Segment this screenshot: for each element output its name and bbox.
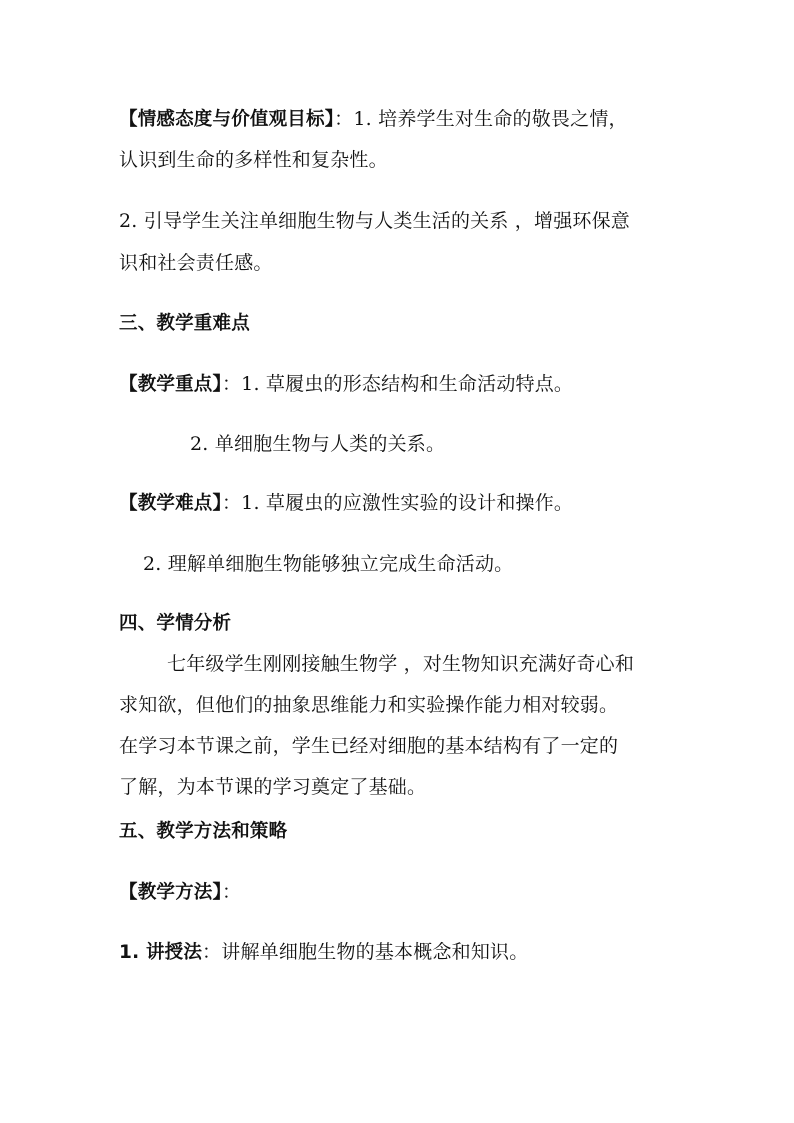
- key-points-item-1: ：1. 草履虫的形态结构和生命活动特点。: [221, 373, 574, 395]
- method-1-label: 1. 讲授法: [119, 942, 203, 963]
- method-1-line: [119, 940, 528, 965]
- emotion-goal-item-1a: 1. 培养学生对生命的敬畏之情，: [353, 108, 628, 130]
- section-5-heading: 五、教学方法和策略: [119, 821, 288, 842]
- difficulty-item-2: 2. 理解单细胞生物能够独立完成生命活动。: [143, 553, 514, 575]
- method-label: 【教学方法】: [119, 882, 222, 903]
- analysis-line-4: 了解，为本节课的学习奠定了基础。: [119, 776, 427, 798]
- section-4-heading: 四、学情分析: [119, 613, 232, 634]
- emotion-goal-line-1: [119, 107, 628, 132]
- emotion-goal-line-2: 认识到生命的多样性和复杂性。: [119, 149, 388, 171]
- key-points-label: 【教学重点】: [119, 374, 222, 395]
- emotion-goal-colon: ：: [334, 108, 354, 130]
- emotion-goal-item-2a: 2. 引导学生关注单细胞生物与人类生活的关系 ，增强环保意: [119, 210, 631, 232]
- key-points-item-2: 2. 单细胞生物与人类的关系。: [190, 433, 446, 455]
- key-points-line-1: [119, 372, 573, 397]
- difficulty-line-1: [119, 491, 573, 516]
- analysis-line-2: 求知欲，但他们的抽象思维能力和实验操作能力相对较弱。: [119, 694, 619, 716]
- analysis-line-1: 七年级学生刚刚接触生物学 ，对生物知识充满好奇心和: [167, 653, 635, 675]
- emotion-goal-item-2b: 识和社会责任感。: [119, 252, 273, 274]
- method-line: [119, 880, 241, 905]
- emotion-goal-label: 【情感态度与价值观目标】: [119, 109, 335, 130]
- difficulty-item-1: ：1. 草履虫的应激性实验的设计和操作。: [221, 492, 574, 514]
- difficulty-label: 【教学难点】: [119, 493, 222, 514]
- analysis-line-3: 在学习本节课之前，学生已经对细胞的基本结构有了一定的: [119, 735, 619, 757]
- method-1-text: ：讲解单细胞生物的基本概念和知识。: [202, 941, 529, 963]
- method-colon: ：: [221, 881, 242, 903]
- section-3-heading: 三、教学重难点: [119, 313, 250, 334]
